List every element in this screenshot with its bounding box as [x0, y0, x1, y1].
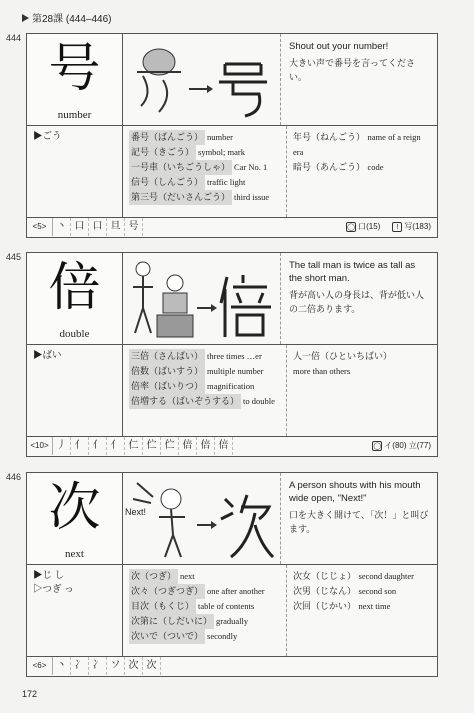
triangle-icon [22, 14, 29, 22]
stroke-step: 口 [89, 218, 107, 236]
related-kanji-ref: ! 写(183) [386, 218, 437, 236]
vocab-item: 一号車（いちごうしゃ） Car No. 1 [129, 160, 280, 175]
stroke-step: 口 [71, 218, 89, 236]
entry-number: 444 [6, 33, 22, 43]
related-kanji-ref: ◯ 口(15) [347, 222, 381, 231]
vocab-list-secondary [287, 126, 437, 217]
vocab-item: 番号（ばんごう） number [129, 130, 280, 145]
stroke-step: 丿 [53, 437, 71, 455]
kanji-box [27, 473, 123, 564]
stroke-step: 旦 [107, 218, 125, 236]
mnemonic-illustration [123, 253, 281, 344]
vocab-item: 次々（つぎつぎ） one after another [129, 584, 280, 599]
stroke-step: 伫 [161, 437, 179, 455]
vocab-item: 目次（もくじ） table of contents [129, 599, 280, 614]
related-kanji-ref: ◯ イ(80) 立(77) [373, 441, 431, 450]
stroke-step: 号 [125, 218, 143, 236]
vocab-item: 次回（じかい） next time [293, 601, 391, 611]
entry-number: 446 [6, 472, 22, 482]
kanji-entry [26, 472, 438, 677]
vocab-item: 倍率（ばいりつ） magnification [129, 379, 280, 394]
vocab-list [123, 345, 287, 436]
radical-icon: ◯ [373, 442, 382, 450]
stroke-step: 丶 [53, 657, 71, 675]
vocab-list-secondary [287, 565, 437, 656]
stroke-step: 倍 [197, 437, 215, 455]
reading: ▶ごう [27, 126, 123, 217]
description-jp: 口を大きく開けて、「次！」と叫びます。 [289, 511, 429, 535]
entry-number: 445 [6, 252, 22, 262]
vocab-item: 第三号（だいさんごう） third issue [129, 190, 280, 205]
stroke-count: <6> [27, 657, 53, 675]
vocab-list [123, 126, 287, 217]
vocab-item: 次第に（しだいに） gradually [129, 614, 280, 629]
stroke-step: 次 [143, 657, 161, 675]
stroke-step: 冫 [89, 657, 107, 675]
vocab-item: 次（つぎ） next [129, 569, 280, 584]
vocab-list-secondary [287, 345, 437, 436]
stroke-count: <5> [27, 218, 53, 236]
reading: ▶ばい [27, 345, 123, 436]
kanji-character: 次 [48, 478, 101, 538]
stroke-order [27, 437, 437, 455]
vocab-item: 記号（きごう） symbol; mark [129, 145, 280, 160]
kanji-box [27, 253, 123, 344]
stroke-step: 丶 [53, 218, 71, 236]
vocab-item: 次女（じじょ） second daughter [293, 571, 414, 581]
stroke-step: ソ [107, 657, 125, 675]
vocab-item: 暗号（あんごう） code [293, 162, 384, 172]
stroke-count: <10> [27, 437, 53, 455]
stroke-step: 倍 [179, 437, 197, 455]
stroke-step: 亻 [107, 437, 125, 455]
vocab-item: 次男（じなん） second son [293, 586, 397, 596]
kanji-character: 倍 [48, 258, 101, 318]
vocab-item: 倍数（ばいすう） multiple number [129, 364, 280, 379]
kanji-meaning: next [65, 548, 84, 560]
stroke-order [27, 657, 437, 675]
kanji-box [27, 34, 123, 125]
page-number: 172 [22, 689, 38, 699]
vocab-item: 年号（ねんごう） name of a reign era [293, 132, 421, 157]
description-jp: 背が高い人の身長は、背が低い人の二倍あります。 [289, 291, 425, 315]
stroke-step: 冫 [71, 657, 89, 675]
vocab-item: 人一倍（ひといちばい） more than others [293, 351, 393, 376]
description-en: Shout out your number! [289, 41, 389, 52]
stroke-step: 仁 [125, 437, 143, 455]
vocab-item: 三倍（さんばい） three times …er [129, 349, 280, 364]
exclamation-icon: ! [392, 222, 402, 232]
description-en: The tall man is twice as tall as the short man. [289, 260, 416, 284]
svg-text:Next!: Next! [125, 507, 147, 517]
radical-icon: ◯ [347, 223, 355, 231]
stroke-step: 次 [125, 657, 143, 675]
lesson-title: 第28課 (444–446) [32, 14, 112, 25]
kanji-entry [26, 252, 438, 457]
kanji-meaning: double [59, 328, 90, 340]
reading: ▶じ し ▷つぎ っ [27, 565, 123, 656]
mnemonic-illustration [123, 473, 281, 564]
stroke-step: 亻 [89, 437, 107, 455]
description-jp: 大きい声で番号を言ってください。 [289, 59, 416, 83]
vocab-item: 倍増する（ばいぞうする） to double [129, 394, 280, 409]
vocab-item: 信号（しんごう） traffic light [129, 175, 280, 190]
lesson-header [22, 10, 112, 25]
stroke-order [27, 218, 437, 236]
stroke-step: 亻 [71, 437, 89, 455]
kanji-entry [26, 33, 438, 238]
description-en: A person shouts with his mouth wide open, "Next!" [289, 480, 421, 504]
stroke-step: 倍 [215, 437, 233, 455]
vocab-list [123, 565, 287, 656]
kanji-meaning: number [57, 109, 92, 121]
vocab-item: 次いで（ついで） secondly [129, 629, 280, 644]
stroke-step: 伫 [143, 437, 161, 455]
kanji-character: 号 [48, 39, 101, 99]
mnemonic-illustration [123, 34, 281, 125]
